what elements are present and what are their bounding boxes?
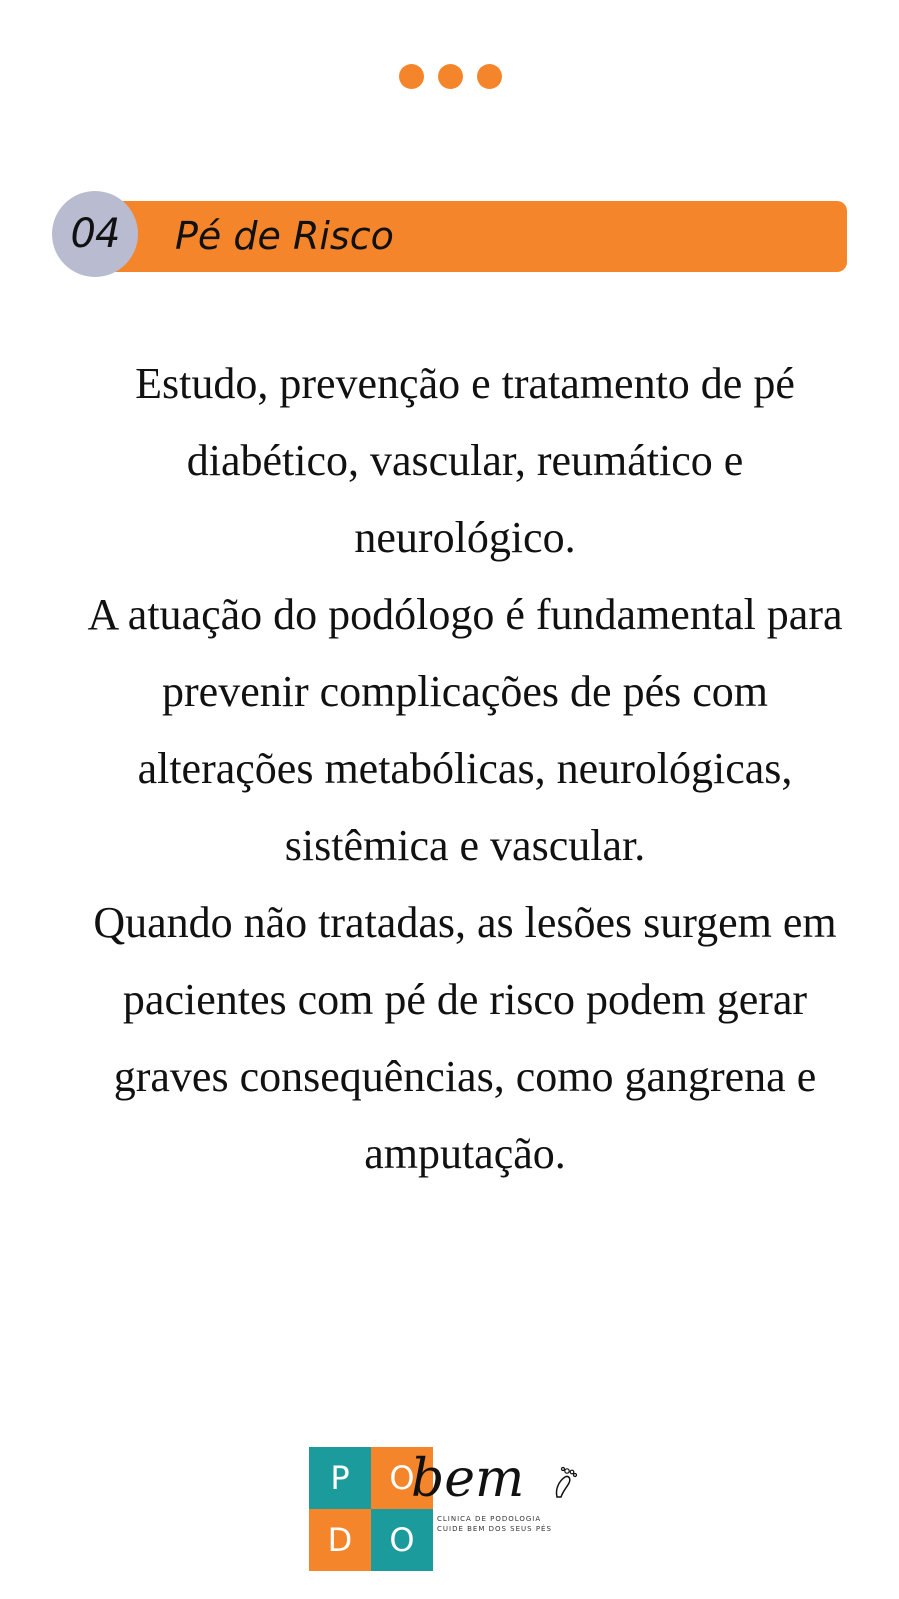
- pagination-dots: [399, 64, 502, 89]
- logo-letter-p: P: [309, 1447, 371, 1509]
- logo-tagline-slogan: CUIDE BEM DOS SEUS PÉS: [437, 1525, 552, 1533]
- section-number: 04: [70, 211, 120, 257]
- section-number-badge: [52, 191, 138, 277]
- podobem-logo: [309, 1447, 589, 1572]
- footprint-icon: [553, 1463, 579, 1499]
- logo-letter-o-2: O: [371, 1509, 433, 1571]
- section-title: Pé de Risco: [175, 214, 394, 258]
- pagination-dot: [399, 64, 424, 89]
- paragraph-consequences: Quando não tratadas, as lesões surgem em pacientes com pé de risco podem gerar graves consequências, como gangrena e amputação.: [93, 898, 837, 1178]
- logo-tagline-clinic: CLINICA DE PODOLOGIA: [437, 1515, 542, 1523]
- paragraph-role: A atuação do podólogo é fundamental para prevenir complicações de pés com alterações metabólicas, neurológicas, sistêmica e vascular.: [87, 590, 843, 870]
- pagination-dot: [477, 64, 502, 89]
- body-text: [80, 345, 850, 1192]
- pagination-dot: [438, 64, 463, 89]
- logo-letter-d: D: [309, 1509, 371, 1571]
- logo-letter-o: O: [371, 1447, 433, 1509]
- logo-script-word: bem: [411, 1449, 525, 1509]
- paragraph-description: Estudo, prevenção e tratamento de pé diabético, vascular, reumático e neurológico.: [135, 359, 795, 562]
